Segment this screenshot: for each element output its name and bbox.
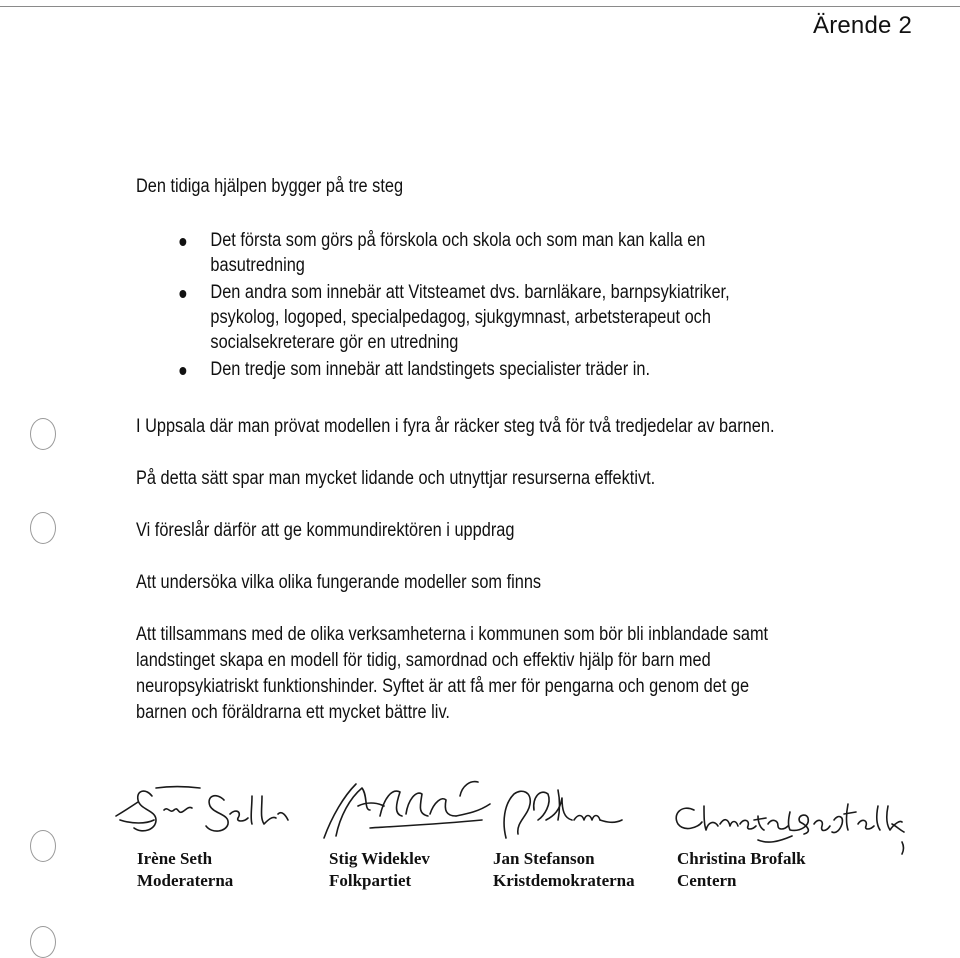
signature-irene-seth: [112, 776, 302, 842]
signatory-party: Folkpartiet: [329, 871, 412, 890]
signature-jan-stefanson: [488, 780, 628, 850]
signatory-jan-stefanson: [493, 848, 635, 892]
paragraph-tillsammans: [136, 622, 768, 726]
intro-text: Den tidiga hjälpen bygger på tre steg: [136, 176, 404, 197]
paragraph-line: barnen och föräldrarna ett mycket bättre liv.: [136, 702, 450, 723]
signatory-name: Stig Wideklev: [329, 849, 430, 868]
paragraph-effekt: På detta sätt spar man mycket lidande och utnyttjar resurserna effektivt.: [136, 468, 656, 489]
signatory-party: Kristdemokraterna: [493, 871, 635, 890]
punch-hole-mark: [30, 926, 56, 958]
list-item-line: psykolog, logoped, specialpedagog, sjukgymnast, arbetsterapeut och: [210, 307, 711, 328]
signatory-name: Christina Brofalk: [677, 849, 806, 868]
paragraph-forslag: Vi föreslår därför att ge kommundirektören i uppdrag: [136, 520, 515, 541]
list-item-line: basutredning: [210, 255, 305, 276]
top-scan-edge: [0, 6, 960, 7]
list-item-line: Det första som görs på förskola och skola och som man kan kalla en: [210, 230, 706, 251]
list-item: [176, 357, 730, 382]
list-item-line: Den andra som innebär att Vitsteamet dvs. barnläkare, barnpsykiatriker,: [210, 282, 730, 303]
signature-stig-wideklev: [310, 776, 510, 852]
signatory-irene-seth: [137, 848, 233, 892]
list-item: [176, 280, 730, 355]
steps-list: [176, 228, 730, 384]
paragraph-line: neuropsykiatriskt funktionshinder. Syftet är att få mer för pengarna och genom det ge: [136, 676, 750, 697]
punch-hole-mark: [30, 418, 56, 450]
signatory-stig-wideklev: [329, 848, 430, 892]
signatory-party: Moderaterna: [137, 871, 234, 890]
list-item: [176, 228, 730, 278]
paragraph-undersoka: Att undersöka vilka olika fungerande modeller som finns: [136, 572, 542, 593]
paragraph-line: landstinget skapa en modell för tidig, samordnad och effektiv hjälp för barn med: [136, 650, 711, 671]
signatory-christina-brofalk: [677, 848, 806, 892]
list-item-line: Den tredje som innebär att landstingets specialister träder in.: [210, 359, 650, 380]
punch-hole-mark: [30, 830, 56, 862]
paragraph-line: Att tillsammans med de olika verksamheterna i kommunen som bör bli inblandade samt: [136, 624, 769, 645]
signatory-party: Centern: [677, 871, 737, 890]
punch-hole-mark: [30, 512, 56, 544]
paragraph-uppsala: I Uppsala där man prövat modellen i fyra år räcker steg två för två tredjedelar av barnen.: [136, 416, 775, 437]
list-item-line: socialsekreterare gör en utredning: [210, 332, 459, 353]
signatory-name: Irène Seth: [137, 849, 213, 868]
signatory-name: Jan Stefanson: [493, 849, 595, 868]
page-title: Ärende 2: [812, 12, 912, 39]
